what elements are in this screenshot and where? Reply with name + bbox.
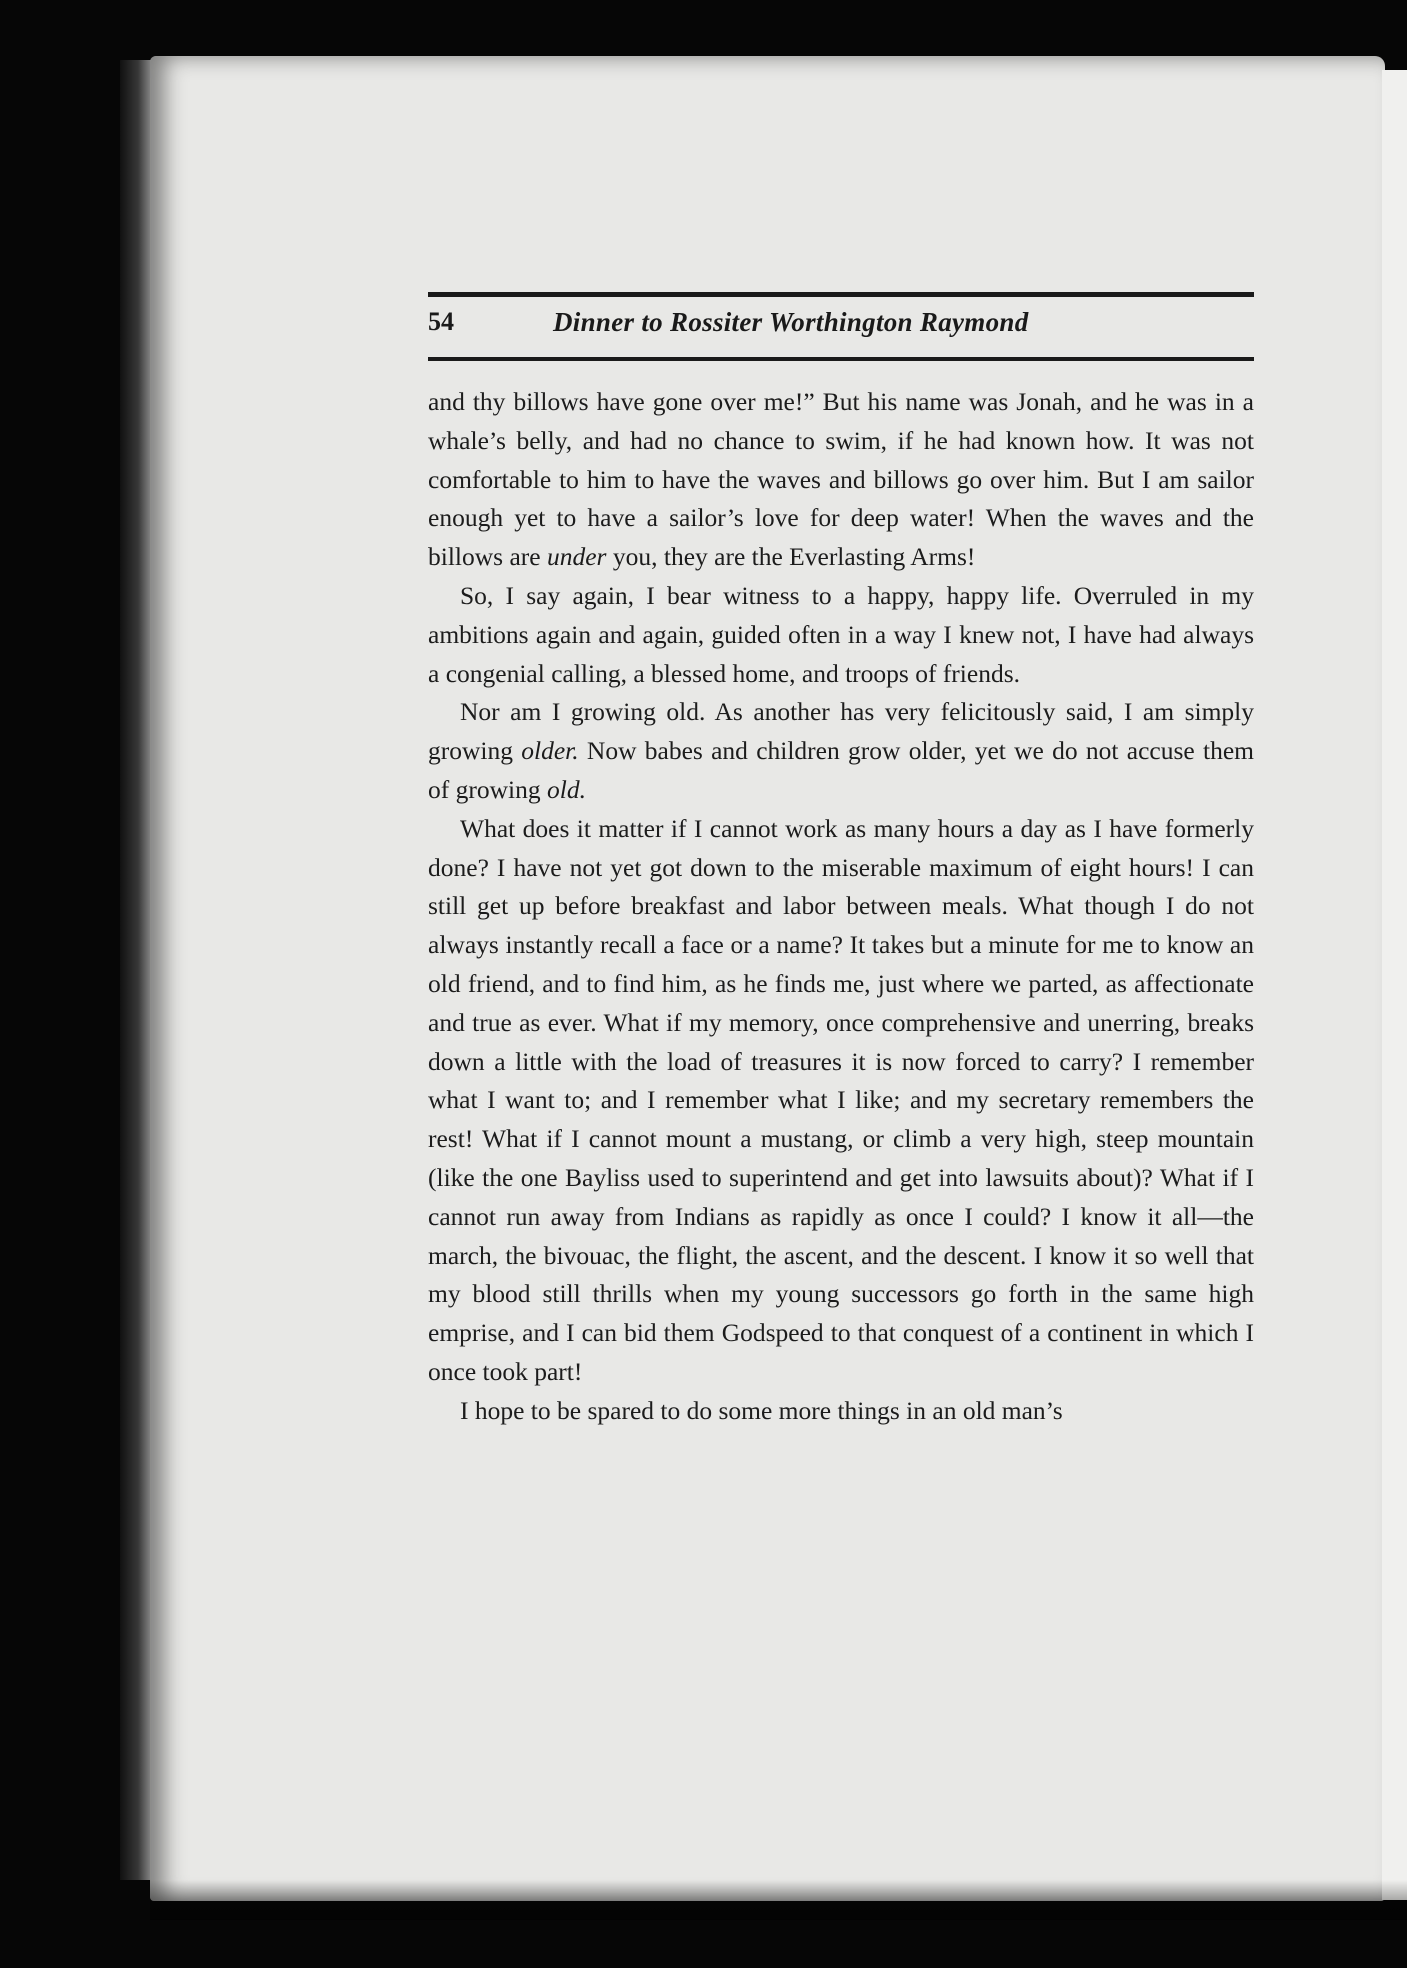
running-header xyxy=(428,292,1254,361)
bottom-shadow xyxy=(150,1880,1407,1920)
paragraph xyxy=(428,383,1254,577)
page-number: 54 xyxy=(428,307,454,336)
running-title: Dinner to Rossiter Worthington Raymond xyxy=(553,307,1029,337)
text-segment: I hope to be spared to do some more things in an old man’s xyxy=(460,1395,1063,1425)
emphasis-text: under xyxy=(546,542,607,572)
emphasis-text: older. xyxy=(521,736,579,766)
paragraph xyxy=(428,577,1254,693)
paragraph xyxy=(428,1392,1254,1431)
body-text xyxy=(428,383,1254,1431)
text-segment: What does it matter if I cannot work as many hours a day as I have formerly done? I have not yet got down to the miserable maximum of eight hours! I can still get up before breakfast and labor between meals. What though I do not always instantly recall a face or a name? It takes but a minute for me to know an old friend, and to find him, as he finds me, just where we parted, as affectionate and true as ever. What if my memory, once comprehensive and unerring, breaks down a little with the load of treasures it is now forced to carry? I remember what I want to; and I remember what I like; and my secretary remembers the rest! What if I cannot mount a mustang, or climb a very high, steep mountain (like the one Bayliss used to superintend and get into lawsuits about)? What if I cannot run away from Indians as rapidly as once I could? I know it all—the march, the bivouac, the flight, the ascent, and the descent. I know it so well that my blood still thrills when my young successors go forth in the same high emprise, and I can bid them Godspeed to that conquest of a continent in which I once took part! xyxy=(428,813,1254,1386)
text-segment: Nor am I growing old. As another has very felicitously said, I am simply growing xyxy=(428,697,1254,766)
text-segment: you, they are the Everlasting Arms! xyxy=(606,542,976,572)
facing-page-edge xyxy=(1382,70,1407,1900)
paragraph xyxy=(428,810,1254,1392)
emphasis-text: old. xyxy=(546,774,586,804)
paragraph xyxy=(428,693,1254,809)
text-segment: Now babes and children grow older, yet we do not accuse them of growing xyxy=(428,736,1254,804)
text-segment: So, I say again, I bear witness to a happy, happy life. Overruled in my ambitions again and again, guided often in a way I knew not, I have had always a congenial calling, a blessed home, and troops of friends. xyxy=(428,580,1254,688)
text-segment: and thy billows have gone over me!” But his name was Jonah, and he was in a whale’s belly, and had no chance to swim, if he had known how. It was not comfortable to him to have the waves and billows go over him. But I am sailor enough yet to have a sailor’s love for deep water! When the waves and the billows are xyxy=(428,387,1254,572)
